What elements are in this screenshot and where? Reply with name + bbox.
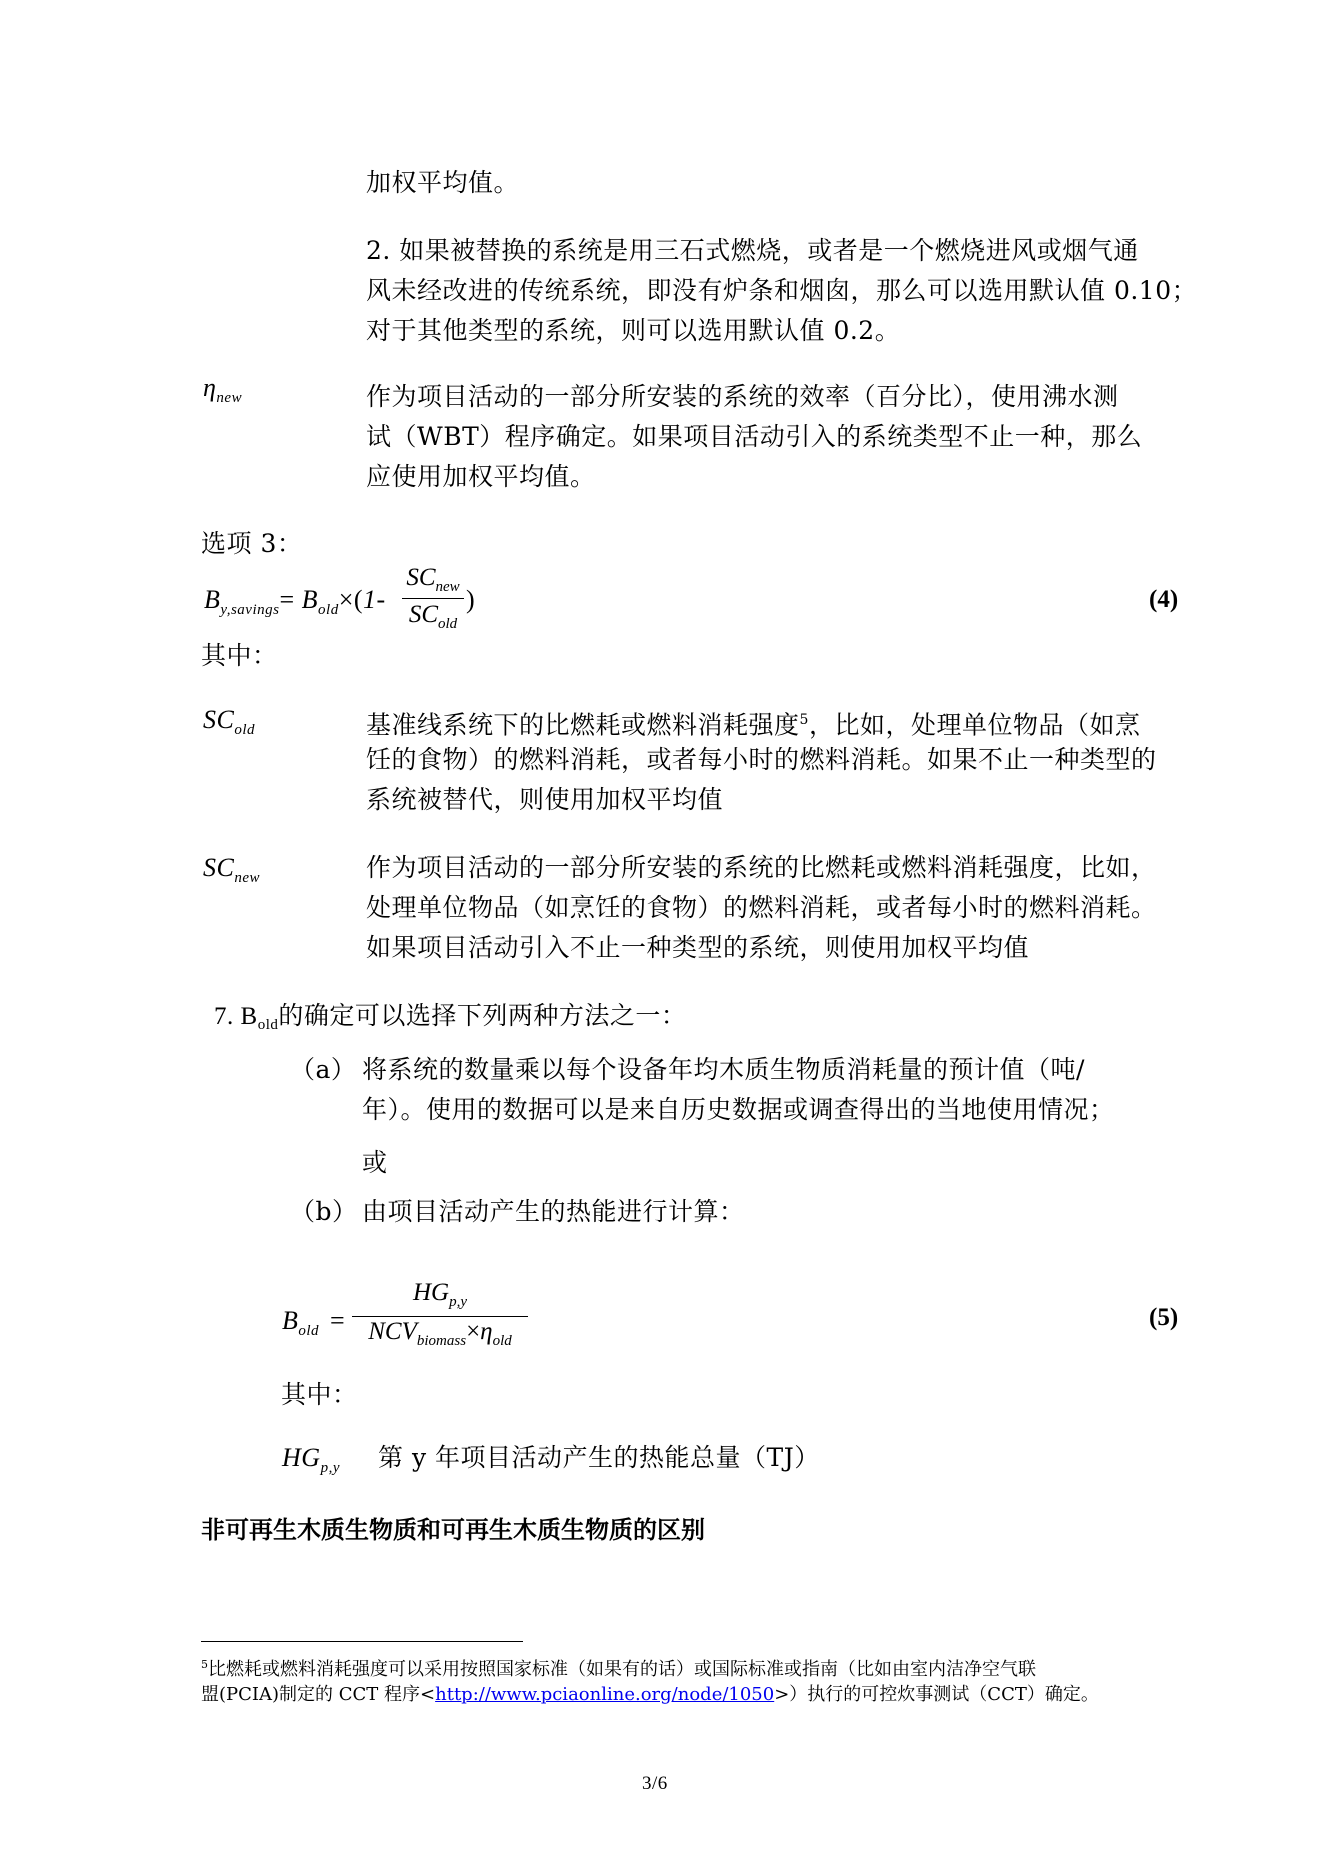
weighted-average-line: 加权平均值。: [366, 168, 520, 197]
sc-new-def-line3: 如果项目活动引入不止一种类型的系统，则使用加权平均值: [366, 933, 1030, 962]
eq5-equals: =: [330, 1306, 346, 1335]
eta-new-def-line2: 试（WBT）程序确定。如果项目活动引入的系统类型不止一种，那么: [366, 422, 1143, 451]
pcia-link[interactable]: http://www.pciaonline.org/node/1050: [435, 1684, 775, 1705]
option-a-label: （a）: [290, 1055, 357, 1084]
hg-definition: 第 y 年项目活动产生的热能总量（TJ）: [378, 1443, 820, 1472]
item2-line2: 风未经改进的传统系统，即没有炉条和烟囱，那么可以选用默认值 0.10；: [366, 276, 1198, 305]
footnote-separator: [201, 1641, 523, 1642]
option-b-label: （b）: [290, 1197, 358, 1226]
footnote-line1: $^5$比燃耗或燃料消耗强度可以采用按照国家标准（如果有的话）或国际标准或指南（比如由室内洁净空气联: [201, 1658, 1036, 1680]
item2-line1: 2. 如果被替换的系统是用三石式燃烧，或者是一个燃烧进风或烟气通: [366, 236, 1139, 265]
eq4-denominator: $SC_{old}$: [408, 601, 458, 632]
sc-new-symbol: $SC_{new}$: [203, 853, 261, 886]
footnote-line2: 盟(PCIA)制定的 CCT 程序<http://www.pciaonline.org/node/1050>）执行的可控炊事测试（CCT）确定。: [201, 1684, 1099, 1705]
footnote-ref-5: 5: [799, 712, 809, 728]
eq5-numerator: $HG_{p,y}$: [412, 1279, 468, 1310]
option3-label: 选项 3：: [201, 529, 303, 558]
eq5-denominator: $NCV_{biomass}\times\eta_{old}$: [368, 1318, 512, 1349]
option-b-text: 由项目活动产生的热能进行计算：: [362, 1197, 745, 1226]
page-number: 3/6: [642, 1773, 668, 1794]
sc-old-def-line1: 基准线系统下的比燃耗或燃料消耗强度$^5$，比如，处理单位物品（如烹: [366, 710, 1141, 740]
eq4-close-paren: ): [466, 585, 476, 614]
item7-line: 7. $B_{old}$的确定可以选择下列两种方法之一：: [214, 1001, 687, 1033]
eq5-number: (5): [1149, 1304, 1179, 1331]
eq4-lhs: $B_{y,savings}= B_{old}\times(1-$: [204, 585, 386, 618]
or-word: 或: [362, 1148, 388, 1177]
eq5-lhs: $B_{old}$: [282, 1306, 320, 1339]
eq4-numerator: $SC_{new}$: [406, 564, 460, 595]
sc-new-def-line2: 处理单位物品（如烹饪的食物）的燃料消耗，或者每小时的燃料消耗。: [366, 893, 1157, 922]
eq5-fraction-bar: [352, 1316, 528, 1317]
sc-old-def-line3: 系统被替代，则使用加权平均值: [366, 785, 724, 814]
section-heading: 非可再生木质生物质和可再生木质生物质的区别: [201, 1516, 705, 1544]
eta-new-symbol: $\eta_{new}$: [203, 373, 243, 406]
eq4-fraction-bar: [402, 598, 464, 599]
where-label-2: 其中：: [281, 1380, 358, 1409]
eq4-number: (4): [1149, 586, 1179, 613]
eta-new-def-line1: 作为项目活动的一部分所安装的系统的效率（百分比），使用沸水测: [366, 382, 1119, 411]
sc-old-symbol: $SC_{old}$: [203, 705, 256, 738]
option-a-line1: 将系统的数量乘以每个设备年均木质生物质消耗量的预计值（吨/: [362, 1055, 1085, 1084]
where-label-1: 其中：: [201, 641, 278, 670]
option-a-line2: 年）。使用的数据可以是来自历史数据或调查得出的当地使用情况；: [362, 1095, 1115, 1124]
hg-symbol: $HG_{p,y}$: [282, 1443, 340, 1476]
item2-line3: 对于其他类型的系统，则可以选用默认值 0.2。: [366, 316, 901, 345]
sc-old-def-line2: 饪的食物）的燃料消耗，或者每小时的燃料消耗。如果不止一种类型的: [366, 745, 1157, 774]
eta-new-def-line3: 应使用加权平均值。: [366, 462, 596, 491]
sc-new-def-line1: 作为项目活动的一部分所安装的系统的比燃耗或燃料消耗强度，比如，: [366, 853, 1157, 882]
